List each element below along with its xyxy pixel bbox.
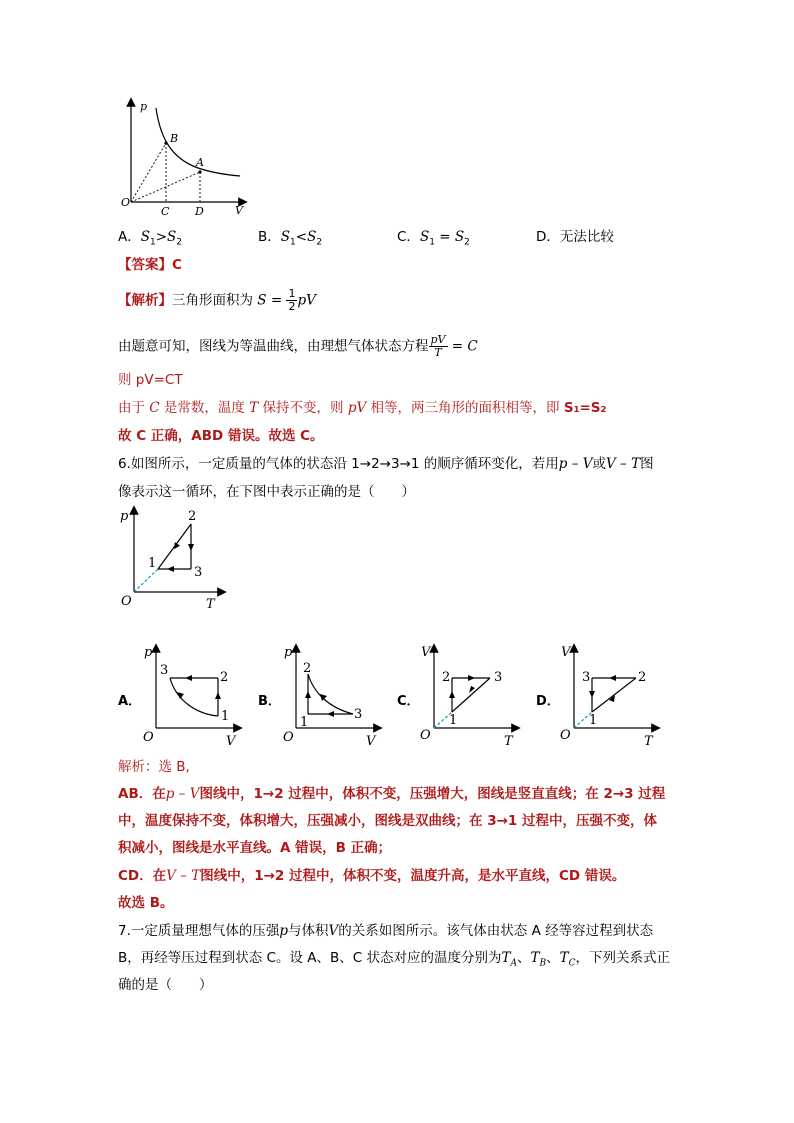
svg-text:p: p (144, 645, 153, 660)
q7-stem-line3: 确的是（ ） (118, 977, 213, 993)
q6-analysis-line2: AB．在p – V图线中，1→2 过程中，体积不变，压强增大，图线是竖直直线；在 2→3 过程 (118, 786, 666, 802)
q6-option-d-figure (556, 642, 661, 748)
q5-option-b: B．$S_1<S_2$ (258, 229, 323, 248)
label-v: V (235, 204, 243, 217)
svg-text:1: 1 (300, 715, 309, 730)
svg-text:2: 2 (638, 670, 647, 685)
q6-stem-line1: 6.如图所示，一定质量的气体的状态沿 1→2→3→1 的顺序循环变化，若用p – V或V – T图 (118, 456, 654, 472)
q6-analysis-line3: 中，温度保持不变，体积增大，压强减小，图线是双曲线；在 3→1 过程中，压强不变，体 (118, 813, 657, 829)
q5-analysis-line2: 由题意可知，图线为等温曲线，由理想气体状态方程 $\frac{pV}{T}$ = C (118, 333, 478, 359)
svg-text:p: p (120, 509, 129, 524)
svg-text:O: O (420, 728, 431, 743)
svg-text:V: V (226, 734, 236, 748)
q6-option-b-figure (278, 642, 383, 748)
svg-text:3: 3 (354, 707, 363, 722)
svg-text:T: T (206, 597, 215, 612)
label-c: C (161, 205, 170, 218)
svg-text:O: O (143, 730, 154, 745)
svg-text:1: 1 (449, 713, 458, 728)
svg-text:2: 2 (303, 661, 312, 676)
svg-text:1: 1 (221, 709, 230, 724)
label-b: B (170, 132, 179, 145)
svg-text:2: 2 (188, 509, 197, 524)
svg-text:T: T (644, 734, 653, 748)
q5-analysis-line3: 则 pV=CT (118, 372, 183, 388)
svg-text:O: O (283, 730, 294, 745)
svg-text:3: 3 (494, 670, 503, 685)
q5-option-c: C．$S_1 = S_2$ (397, 229, 470, 248)
svg-text:3: 3 (582, 670, 591, 685)
label-p: p (140, 100, 148, 113)
q5-analysis-line5: 故 C 正确，ABD 错误。故选 C。 (118, 428, 324, 444)
q6-analysis-line5: CD．在V – T图线中，1→2 过程中，体积不变，温度升高，是水平直线，CD 错误。 (118, 868, 626, 884)
svg-text:3: 3 (160, 663, 169, 678)
svg-text:O: O (560, 728, 571, 743)
q5-analysis-line1: 【解析】三角形面积为 S = $\frac{1}{2}$ pV (118, 287, 316, 313)
q6-option-c-figure (416, 642, 521, 748)
point-b (164, 141, 167, 144)
dashed-origin-line (134, 569, 158, 592)
label-o: O (121, 196, 131, 209)
q5-option-d: D．无法比较 (536, 229, 614, 245)
point-a (198, 170, 201, 173)
svg-text:2: 2 (442, 670, 451, 685)
svg-text:3: 3 (194, 565, 203, 580)
dotted-o-b (131, 143, 166, 202)
svg-text:O: O (121, 594, 132, 609)
svg-text:p: p (284, 645, 293, 660)
q6-stem-line2: 像表示这一循环，在下图中表示正确的是（ ） (118, 484, 415, 500)
q7-stem-line2: B，再经等压过程到状态 C。设 A、B、C 状态对应的温度分别为$T_A$、$T_B$、$T_C$，下列关系式正 (118, 950, 671, 969)
dotted-o-a (131, 172, 200, 202)
svg-text:V: V (561, 645, 571, 660)
q6-option-a-label: A． (118, 694, 142, 709)
q6-option-a-figure (138, 642, 243, 748)
label-d: D (195, 205, 204, 218)
svg-text:T: T (504, 734, 513, 748)
q6-analysis-line1: 解析：选 B, (118, 759, 190, 775)
q5-answer: 【答案】C (118, 257, 182, 273)
q6-analysis-line4: 积减小，图线是水平直线。A 错误，B 正确； (118, 840, 392, 856)
svg-text:1: 1 (148, 556, 157, 571)
svg-text:V: V (421, 645, 431, 660)
svg-text:V: V (366, 734, 376, 748)
q6-analysis-line6: 故选 B。 (118, 895, 174, 911)
q5-analysis-line4: 由于 C 是常数，温度 T 保持不变，则 pV 相等，两三角形的面积相等，即 S₁=S₂ (118, 400, 607, 416)
q6-option-b-label: B． (258, 694, 281, 709)
svg-text:1: 1 (589, 713, 598, 728)
q6-option-d-label: D． (536, 694, 560, 709)
q7-stem-line1: 7.一定质量理想气体的压强p与体积V的关系如图所示。该气体由状态 A 经等容过程到状态 (118, 923, 654, 939)
q6-main-figure (112, 504, 227, 612)
label-a: A (196, 156, 204, 169)
svg-text:2: 2 (220, 670, 229, 685)
q5-figure (118, 96, 258, 218)
q5-option-a: A．$S_1>S_2$ (118, 229, 183, 248)
q6-option-c-label: C． (397, 694, 420, 709)
